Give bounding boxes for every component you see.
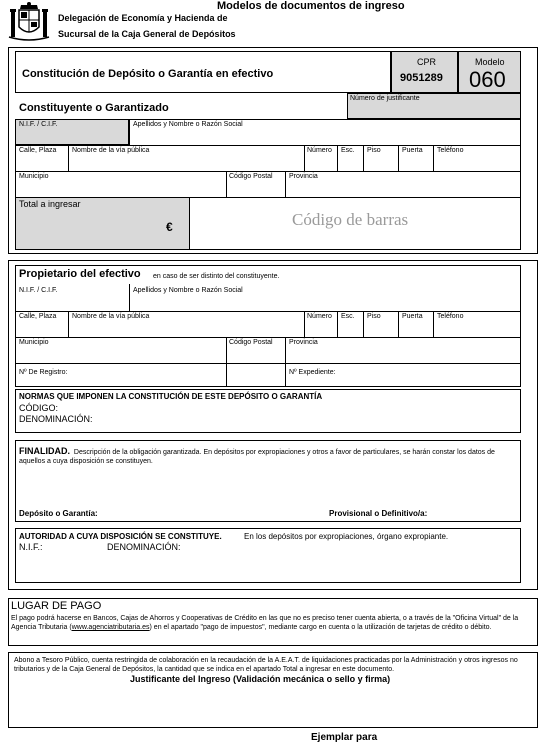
constituyente-esc-label: Esc. (341, 147, 355, 154)
finalidad-text: Descripción de la obligación garantizada. En depósitos por expropiaciones y otros a favor de particulares, se harán constar los datos de aquellos a cuya disposición se constituyen. (19, 449, 495, 465)
abono-text: Abono a Tesoro Público, cuenta restringida de colaboración en la recaudación de la A.E.A.T. de liquidaciones practicadas por la Administración y otros ingresos no tributarios y de la Caja General de Depósitos, la cantidad que se indica en el apartado Total a ingresar en este documento. (14, 657, 518, 674)
propietario-provincia-label: Provincia (289, 339, 318, 346)
cpr-label: CPR (417, 57, 437, 67)
ejemplar-para-label: Ejemplar para (311, 732, 378, 743)
autoridad-heading-note: En los depósitos por expropiaciones, órgano expropiante. (244, 532, 449, 541)
form-title: Constitución de Depósito o Garantía en efectivo (22, 68, 274, 80)
lugar-pago-text-1: El pago podrá hacerse en Bancos, Cajas de Ahorros y Cooperativas de Crédito en las que no es preciso tener cuenta abierta, o a través de la "Oficina Virtual" de la Agencia Tributaria ( (11, 615, 519, 632)
agencia-tributaria-link[interactable]: www.agenciatributaria.es (71, 624, 150, 632)
constituyente-nombre-label: Apellidos y Nombre o Razón Social (133, 121, 243, 128)
lugar-pago-text-2: ) en el apartado "pago de impuestos", mediante cargo en cuenta o la utilización de tarjetas de crédito o débito. (149, 624, 492, 632)
coat-of-arms-logo (8, 1, 50, 41)
normas-denominacion-label: DENOMINACIÓN: (19, 414, 93, 424)
propietario-via-label: Nombre de la vía pública (72, 313, 150, 320)
lugar-pago-heading: LUGAR DE PAGO (11, 600, 102, 612)
org-line-2: Sucursal de la Caja General de Depósitos (58, 29, 236, 39)
constituyente-telefono-label: Teléfono (437, 147, 464, 154)
lugar-pago-text (11, 614, 531, 632)
normas-codigo-label: CÓDIGO: (19, 403, 59, 413)
constituyente-provincia-label: Provincia (289, 173, 318, 180)
propietario-heading-note: en caso de ser distinto del constituyente. (153, 273, 280, 280)
constituyente-nif-label: N.I.F. / C.I.F. (19, 121, 58, 128)
autoridad-heading: AUTORIDAD A CUYA DISPOSICIÓN SE CONSTITUYE. (19, 532, 222, 541)
propietario-telefono-label: Teléfono (437, 313, 464, 320)
registro-label: Nº De Registro: (19, 369, 68, 376)
modelo-value: 060 (469, 67, 506, 92)
coat-of-arms-icon (8, 1, 50, 41)
constituyente-calle-label: Calle, Plaza (19, 147, 57, 154)
autoridad-denominacion-label: DENOMINACIÓN: (107, 542, 181, 552)
modelo-label: Modelo (475, 57, 505, 67)
constituyente-cp-label: Código Postal (229, 173, 273, 180)
total-ingresar-label: Total a ingresar (19, 199, 81, 209)
propietario-puerta-label: Puerta (402, 313, 423, 320)
finalidad-heading: FINALIDAD. (19, 446, 70, 456)
justificante-ingreso-label: Justificante del Ingreso (Validación mecánica o sello y firma) (130, 674, 391, 684)
header-title: Modelos de documentos de ingreso (217, 0, 405, 12)
provisional-definitivo-label: Provisional o Definitivo/a: (329, 509, 428, 518)
propietario-nif-label: N.I.F. / C.I.F. (19, 287, 58, 294)
expediente-label: Nº Expediente: (289, 369, 336, 376)
org-line-1: Delegación de Economía y Hacienda de (58, 13, 228, 23)
propietario-piso-label: Piso (367, 313, 381, 320)
deposito-garantia-label: Depósito o Garantía: (19, 509, 98, 518)
autoridad-nif-label: N.I.F.: (19, 542, 43, 552)
constituyente-municipio-label: Municipio (19, 173, 49, 180)
constituyente-via-label: Nombre de la vía pública (72, 147, 150, 154)
propietario-nombre-label: Apellidos y Nombre o Razón Social (133, 287, 243, 294)
constituyente-numero-label: Número (307, 147, 332, 154)
propietario-table (15, 265, 521, 387)
finalidad-text-block (19, 446, 517, 467)
propietario-municipio-label: Municipio (19, 339, 49, 346)
constituyente-piso-label: Piso (367, 147, 381, 154)
propietario-calle-label: Calle, Plaza (19, 313, 57, 320)
propietario-esc-label: Esc. (341, 313, 355, 320)
normas-heading: NORMAS QUE IMPONEN LA CONSTITUCIÓN DE ESTE DEPÓSITO O GARANTÍA (19, 392, 323, 401)
propietario-numero-label: Número (307, 313, 332, 320)
propietario-heading: Propietario del efectivo (19, 268, 141, 280)
propietario-cp-label: Código Postal (229, 339, 273, 346)
euro-symbol: € (166, 220, 173, 234)
constituyente-puerta-label: Puerta (402, 147, 423, 154)
cpr-value: 9051289 (400, 72, 443, 84)
constituyente-heading: Constituyente o Garantizado (19, 102, 169, 114)
barcode-placeholder: Código de barras (292, 210, 409, 229)
justificante-label: Número de justificante (350, 95, 420, 102)
